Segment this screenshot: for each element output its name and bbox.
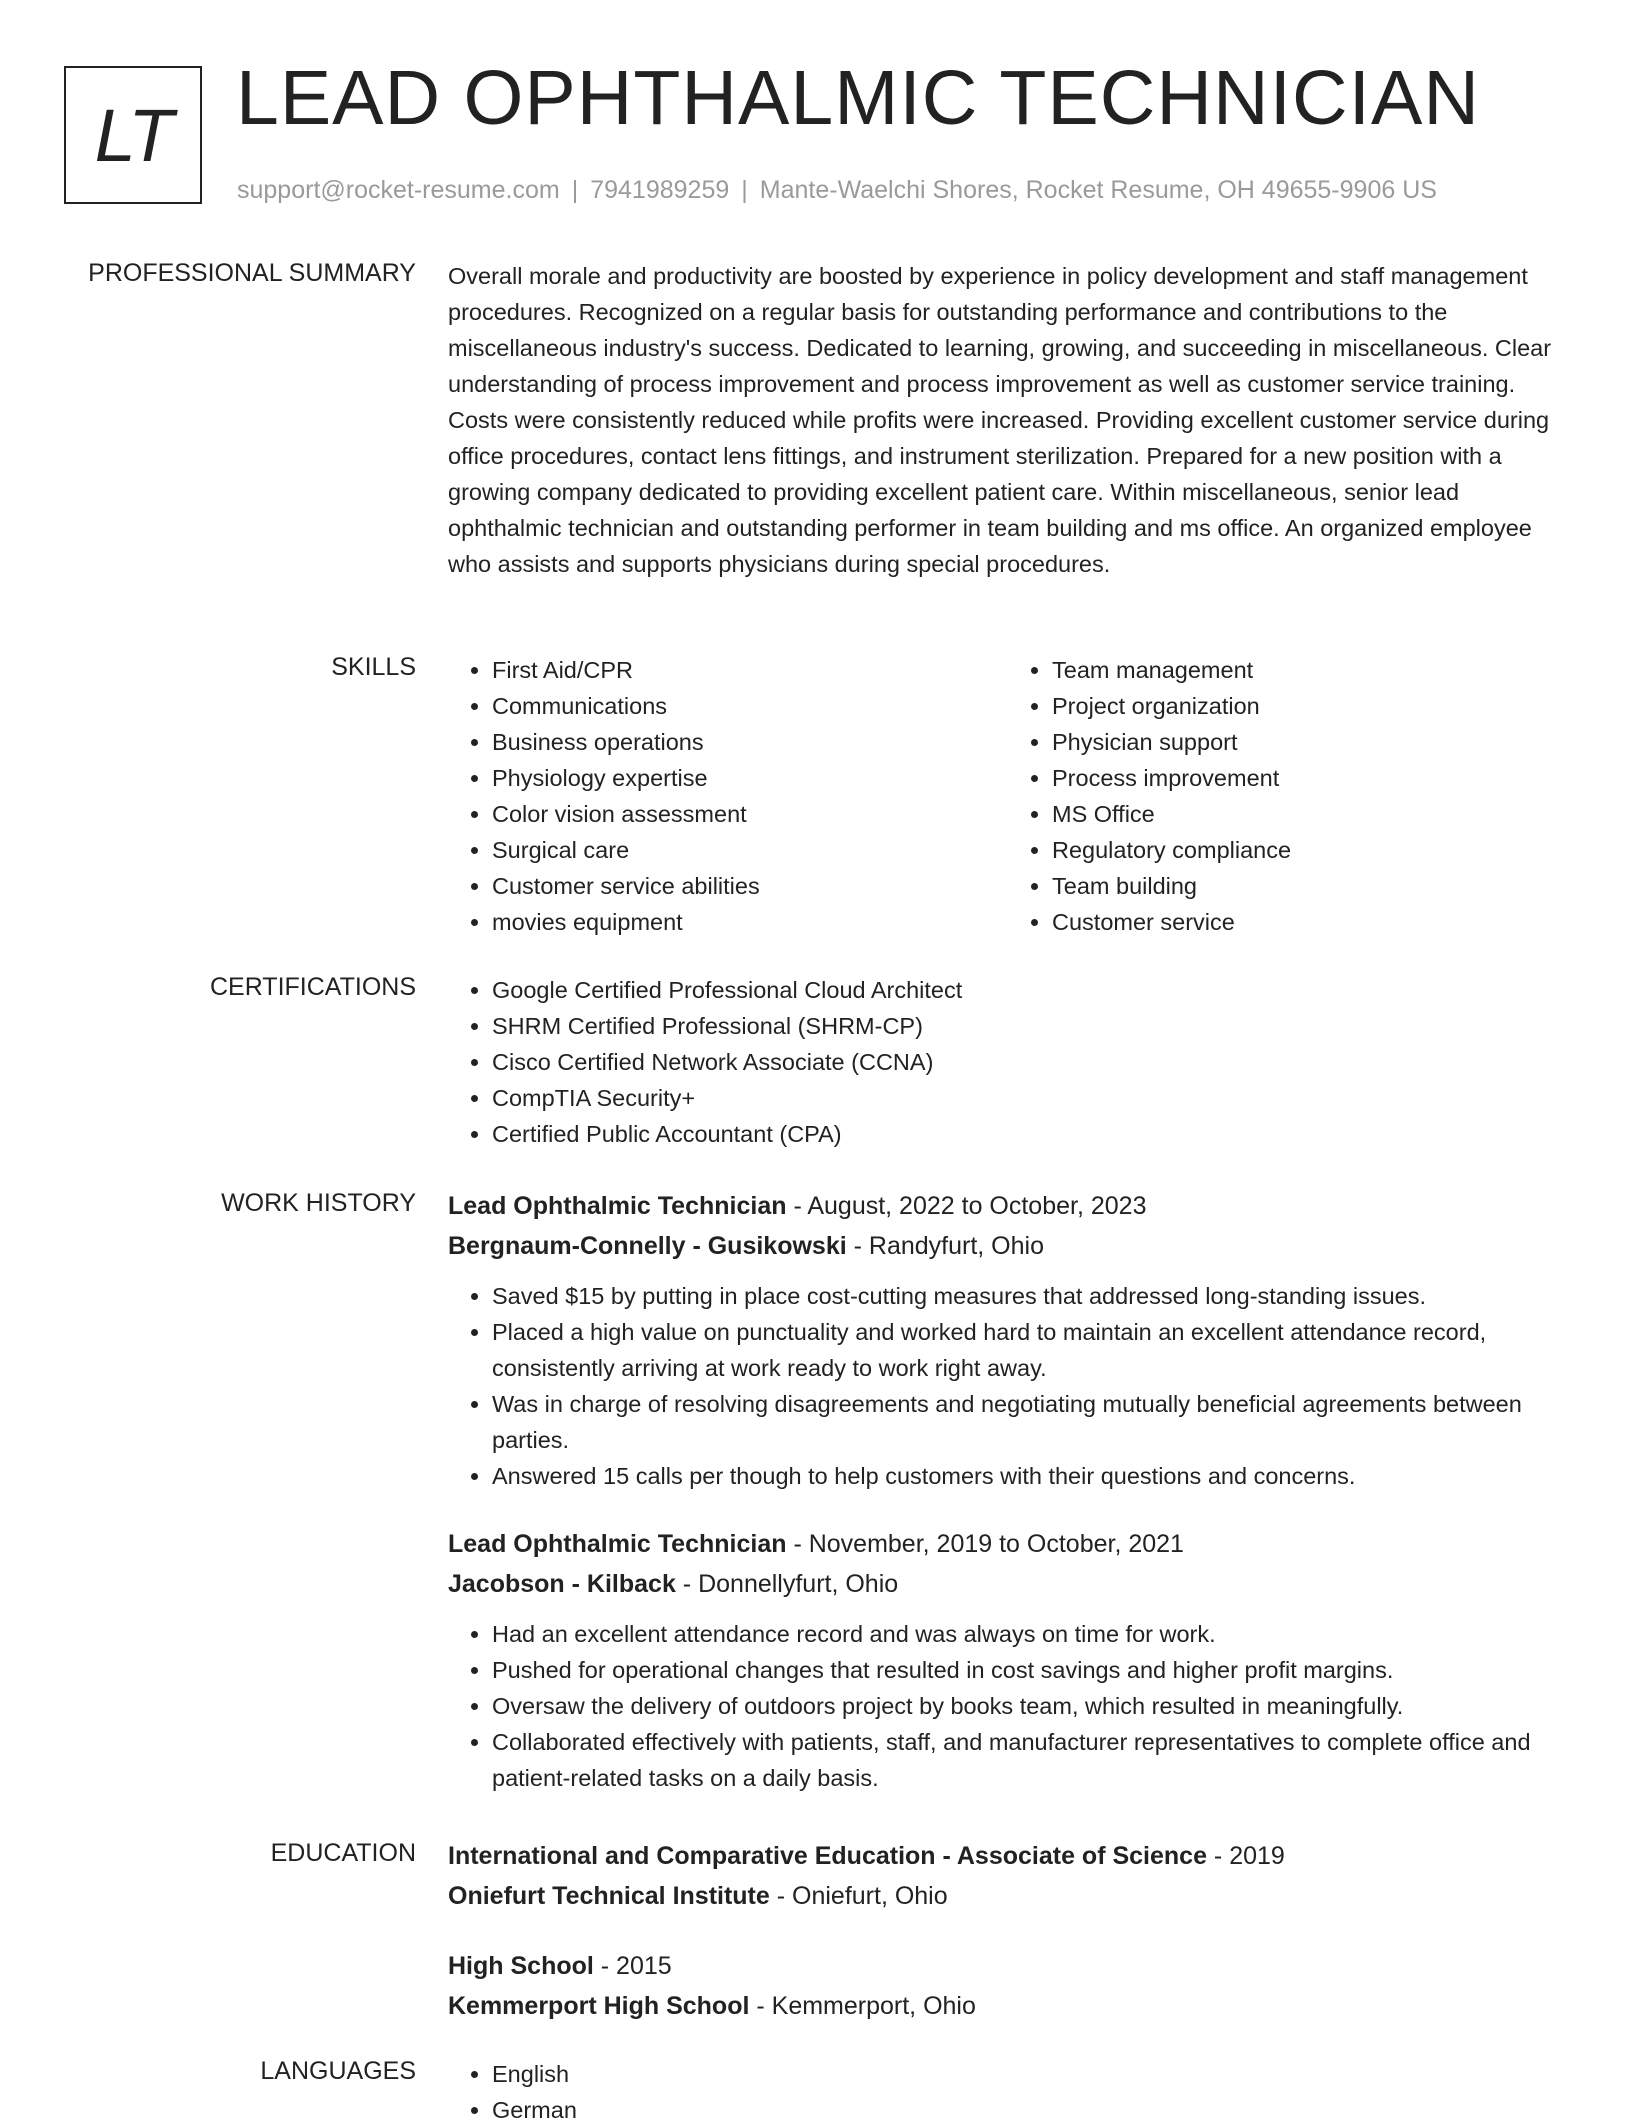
job-dates: - August, 2022 to October, 2023	[786, 1192, 1147, 1220]
contact-separator: |	[571, 176, 579, 204]
contact-separator: |	[741, 176, 748, 204]
job-employer	[448, 1226, 1568, 1266]
certification-item: • Cisco Certified Network Associate (CCNA)	[492, 1044, 1568, 1080]
skill-item: • Regulatory compliance	[1052, 832, 1568, 868]
certification-item: • CompTIA Security+	[492, 1080, 1568, 1116]
monogram-badge	[64, 66, 202, 204]
job-heading	[448, 1524, 1568, 1564]
certification-item: • Google Certified Professional Cloud Architect	[492, 972, 1568, 1008]
certifications-list	[448, 972, 1568, 1152]
certification-item: • SHRM Certified Professional (SHRM-CP)	[492, 1008, 1568, 1044]
skills-list-left	[448, 652, 1008, 940]
education-entry	[448, 1946, 1568, 2026]
skill-item: • Surgical care	[492, 832, 1008, 868]
skill-item: • movies equipment	[492, 904, 1008, 940]
skill-item: • Team building	[1052, 868, 1568, 904]
education-degree: High School	[448, 1952, 594, 1980]
education-entry	[448, 1836, 1568, 1916]
contact-email[interactable]: support@rocket-resume.com	[237, 176, 560, 204]
monogram-initials: LT	[94, 93, 172, 177]
education-school-line	[448, 1986, 1568, 2026]
job-title: Lead Ophthalmic Technician	[448, 1192, 787, 1220]
education-school: Oniefurt Technical Institute	[448, 1882, 770, 1910]
job-bullet: • Was in charge of resolving disagreements and negotiating mutually beneficial agreements between parties.	[492, 1386, 1568, 1458]
education-year: - 2015	[593, 1952, 672, 1980]
job-bullet: • Placed a high value on punctuality and worked hard to maintain an excellent attendance record, consistently arriving at work ready to work right away.	[492, 1314, 1568, 1386]
education-location: - Oniefurt, Ohio	[769, 1882, 948, 1910]
education-content	[448, 1836, 1568, 2056]
job-title: Lead Ophthalmic Technician	[448, 1530, 787, 1558]
job-bullet: • Pushed for operational changes that resulted in cost savings and higher profit margins.	[492, 1652, 1568, 1688]
skill-item: • MS Office	[1052, 796, 1568, 832]
resume-title: LEAD OPHTHALMIC TECHNICIAN	[236, 55, 1480, 141]
education-year: - 2019	[1206, 1842, 1285, 1870]
job-entry	[448, 1186, 1568, 1494]
education-heading	[448, 1946, 1568, 1986]
skills-list-right	[1008, 652, 1568, 940]
work-history-content	[448, 1186, 1568, 1826]
job-location: - Randyfurt, Ohio	[846, 1232, 1044, 1260]
skill-item: • Project organization	[1052, 688, 1568, 724]
summary-text: Overall morale and productivity are boosted by experience in policy development and staff management procedures. Recognized on a regular basis for outstanding performance and contributions to the miscellaneous industry's success. Dedicated to learning, growing, and succeeding in miscellaneous. Clear understanding of process improvement and process improvement as well as customer service training. Costs were consistently reduced while profits were increased. Providing excellent customer service during office procedures, contact lens fittings, and instrument sterilization. Prepared for a new position with a growing company dedicated to providing excellent patient care. Within miscellaneous, senior lead ophthalmic technician and outstanding performer in team building and ms office. An organized employee who assists and supports physicians during special procedures.	[448, 263, 1552, 577]
contact-phone[interactable]: 7941989259	[590, 176, 730, 204]
job-bullet: • Collaborated effectively with patients, staff, and manufacturer representatives to complete office and patient-related tasks on a daily basis.	[492, 1724, 1568, 1796]
section-label-work-history: WORK HISTORY	[221, 1189, 416, 1217]
education-school: Kemmerport High School	[448, 1992, 750, 2020]
certifications-content	[448, 972, 1568, 1152]
skill-item: • Color vision assessment	[492, 796, 1008, 832]
skills-columns	[448, 652, 1568, 940]
job-company: Jacobson - Kilback	[448, 1570, 676, 1598]
certification-item: • Certified Public Accountant (CPA)	[492, 1116, 1568, 1152]
skill-item: • Physician support	[1052, 724, 1568, 760]
job-bullets	[448, 1278, 1568, 1494]
section-label-skills: SKILLS	[331, 653, 416, 681]
skill-item: • Physiology expertise	[492, 760, 1008, 796]
job-entry	[448, 1524, 1568, 1796]
job-company: Bergnaum-Connelly - Gusikowski	[448, 1232, 847, 1260]
job-bullet: • Had an excellent attendance record and was always on time for work.	[492, 1616, 1568, 1652]
job-location: - Donnellyfurt, Ohio	[675, 1570, 899, 1598]
skill-item: • Customer service	[1052, 904, 1568, 940]
section-label-education: EDUCATION	[270, 1839, 416, 1867]
job-heading	[448, 1186, 1568, 1226]
languages-list	[448, 2056, 1568, 2128]
contact-line	[237, 176, 1437, 205]
skill-item: • First Aid/CPR	[492, 652, 1008, 688]
education-location: - Kemmerport, Ohio	[749, 1992, 976, 2020]
skill-item: • Customer service abilities	[492, 868, 1008, 904]
job-dates: - November, 2019 to October, 2021	[786, 1530, 1184, 1558]
job-bullet: • Oversaw the delivery of outdoors project by books team, which resulted in meaningfully.	[492, 1688, 1568, 1724]
education-school-line	[448, 1876, 1568, 1916]
section-label-summary: PROFESSIONAL SUMMARY	[88, 259, 416, 287]
job-bullet: • Answered 15 calls per though to help customers with their questions and concerns.	[492, 1458, 1568, 1494]
contact-address: Mante-Waelchi Shores, Rocket Resume, OH 49655-9906 US	[759, 176, 1437, 204]
education-heading	[448, 1836, 1568, 1876]
language-item: • German	[492, 2092, 1568, 2128]
language-item: • English	[492, 2056, 1568, 2092]
skill-item: • Communications	[492, 688, 1008, 724]
summary-content	[448, 258, 1568, 582]
education-degree: International and Comparative Education - Associate of Science	[448, 1842, 1207, 1870]
skill-item: • Process improvement	[1052, 760, 1568, 796]
section-label-languages: LANGUAGES	[260, 2057, 416, 2085]
job-employer	[448, 1564, 1568, 1604]
skill-item: • Team management	[1052, 652, 1568, 688]
job-bullets	[448, 1616, 1568, 1796]
job-bullet: • Saved $15 by putting in place cost-cutting measures that addressed long-standing issues.	[492, 1278, 1568, 1314]
section-label-certifications: CERTIFICATIONS	[209, 973, 416, 1001]
skill-item: • Business operations	[492, 724, 1008, 760]
languages-content	[448, 2056, 1568, 2128]
